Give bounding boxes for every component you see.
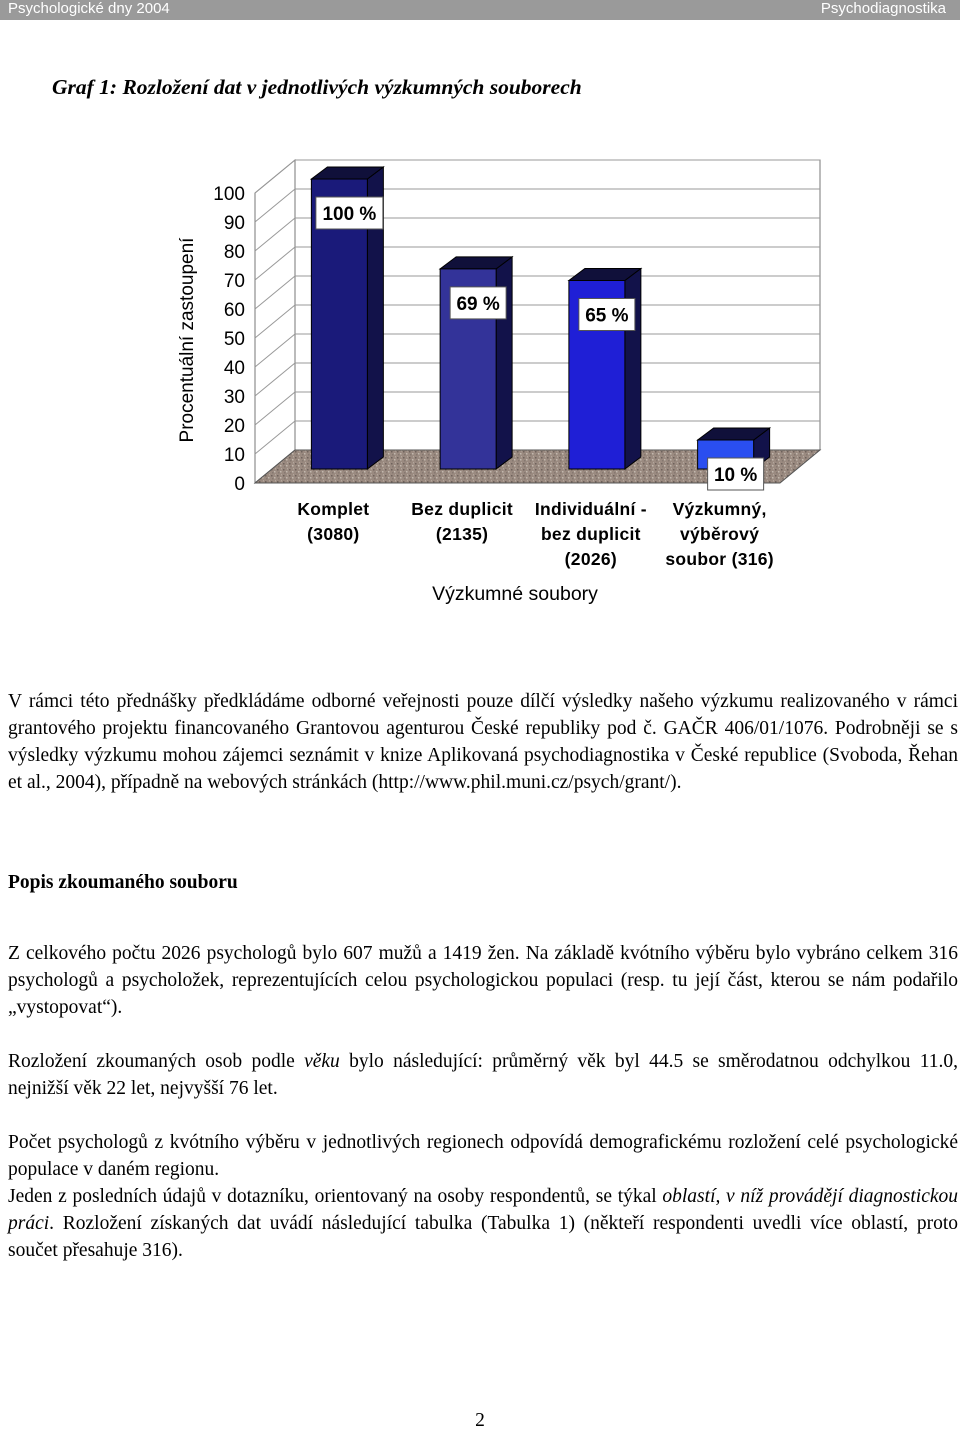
- x-tick-label: (2135): [435, 524, 489, 544]
- header-conference: Psychologické dny 2004: [8, 0, 170, 17]
- page-number: 2: [475, 1410, 485, 1431]
- y-tick-label: 60: [223, 300, 245, 321]
- x-tick-label: Komplet: [297, 499, 370, 519]
- y-tick-label: 50: [223, 329, 245, 350]
- x-tick-label: (2026): [564, 549, 618, 569]
- x-tick-label: výběrový: [679, 524, 760, 544]
- paragraph-intro: V rámci této přednášky předkládáme odborné veřejnosti pouze dílčí výsledky našeho výzkumu realizovaného v rámci grantového projektu financovaného Grantovou agenturou České republiky pod č. GAČR 406/01/1076. Podrobněji se s výsledky výzkumu mohou zájemci seznámit v knize Aplikovaná psychodiagnostika v České republice (Svoboda, Řehan et al., 2004), případně na webových stránkách (http://www.phil.muni.cz/psych/grant/).: [8, 691, 958, 793]
- x-tick-label: soubor (316): [665, 549, 774, 569]
- areas-emphasis: oblastí, v níž provádějí diagnostickou práci: [8, 1186, 958, 1234]
- bar-chart-3d: [0, 150, 960, 620]
- paragraph-age: [8, 1048, 958, 1102]
- areas-text-a: Jeden z posledních údajů v dotazníku, orientovaný na osoby respondentů, se týkal: [8, 1186, 663, 1207]
- y-tick-label: 90: [223, 213, 245, 234]
- paragraph-sample: Z celkového počtu 2026 psychologů bylo 607 mužů a 1419 žen. Na základě kvótního výběru bylo vybráno celkem 316 psychologů a psycholožek, reprezentujících celou psychologickou populaci (resp. tu její část, kterou se nám podařilo „vystopovat“).: [8, 943, 958, 1018]
- y-tick-label: 70: [223, 271, 245, 292]
- y-tick-label: 40: [223, 358, 245, 379]
- header-section: Psychodiagnostika: [820, 0, 946, 17]
- y-tick-label: 100: [213, 184, 245, 205]
- data-label: 100 %: [322, 204, 377, 225]
- section-heading: Popis zkoumaného souboru: [8, 872, 238, 893]
- x-tick-label: Výzkumný,: [672, 499, 767, 519]
- y-tick-label: 10: [223, 445, 245, 466]
- y-tick-label: 0: [234, 474, 245, 495]
- y-axis-title: Procentuální zastoupení: [177, 237, 198, 443]
- y-tick-label: 30: [223, 387, 245, 408]
- areas-text-b: . Rozložení získaných dat uvádí následující tabulka (Tabulka 1) (někteří respondenti uvedli více oblastí, proto součet přesahuje 316).: [8, 1213, 958, 1261]
- x-tick-label: (3080): [307, 524, 360, 544]
- data-label: 69 %: [456, 293, 500, 315]
- age-emphasis: věku: [304, 1051, 340, 1072]
- figure-caption: Graf 1: Rozložení dat v jednotlivých výzkumných souborech: [52, 75, 582, 99]
- x-tick-label: Individuální -: [534, 499, 647, 519]
- x-tick-label: bez duplicit: [540, 524, 641, 544]
- x-axis-title: Výzkumné soubory: [432, 583, 598, 605]
- running-header: [0, 0, 960, 20]
- paragraph-areas: [8, 1183, 958, 1264]
- age-text-b: bylo následující: průměrný věk byl 44.5 se směrodatnou odchylkou 11.0, nejnižší věk 22 let, nejvyšší 76 let.: [8, 1051, 958, 1099]
- age-text-a: Rozložení zkoumaných osob podle: [8, 1051, 305, 1072]
- y-tick-label: 20: [223, 416, 245, 437]
- x-tick-label: Bez duplicit: [411, 499, 514, 519]
- data-label: 65 %: [585, 305, 629, 327]
- data-label: 10 %: [713, 465, 758, 486]
- paragraph-regions: Počet psychologů z kvótního výběru v jednotlivých regionech odpovídá demografickému rozložení celé psychologické populace v daném regionu.: [8, 1132, 958, 1180]
- y-tick-label: 80: [223, 242, 245, 263]
